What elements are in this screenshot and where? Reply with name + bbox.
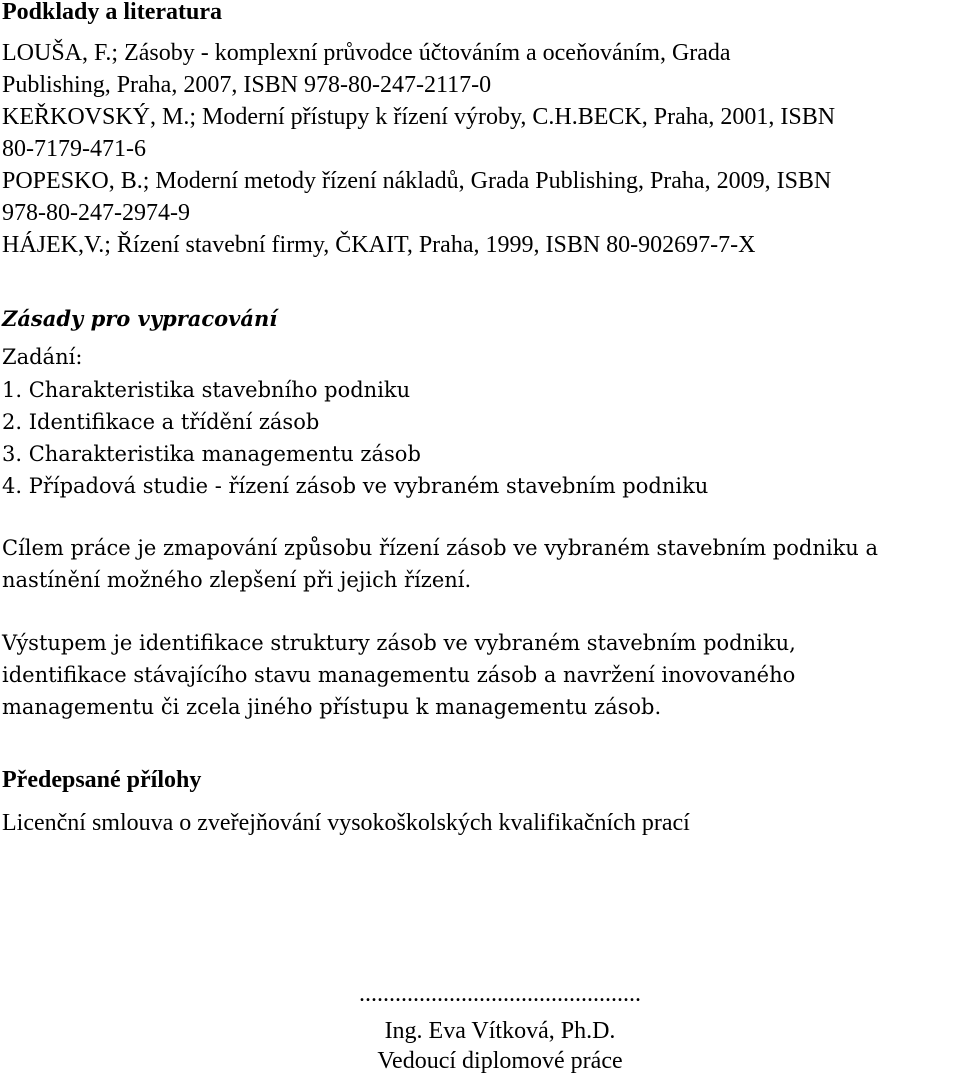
attachments-text: Licenční smlouva o zveřejňování vysokoškolských kvalifikačních prací: [2, 810, 690, 836]
assignment-label: Zadání:: [2, 345, 83, 369]
signature-name: Ing. Eva Vítková, Ph.D.: [384, 1018, 616, 1044]
literature-entry-1b: Publishing, Praha, 2007, ISBN 978-80-247-2117-0: [2, 72, 492, 98]
literature-entry-1a: LOUŠA, F.; Zásoby - komplexní průvodce účtováním a oceňováním, Grada: [2, 40, 731, 66]
principles-heading: Zásady pro vypracování: [2, 306, 278, 331]
signature-role: Vedoucí diplomové práce: [377, 1048, 623, 1074]
literature-entry-3a: POPESKO, B.; Moderní metody řízení nákladů, Grada Publishing, Praha, 2009, ISBN: [2, 168, 832, 194]
output-line-1: Výstupem je identifikace struktury zásob ve vybraném stavebním podniku,: [2, 631, 796, 655]
goal-line-1: Cílem práce je zmapování způsobu řízení zásob ve vybraném stavebním podniku a: [2, 536, 879, 560]
literature-entry-4: HÁJEK,V.; Řízení stavební firmy, ČKAIT, Praha, 1999, ISBN 80-902697-7-X: [2, 232, 756, 258]
output-line-2: identifikace stávajícího stavu managementu zásob a navržení inovovaného: [2, 663, 796, 687]
output-line-3: managementu či zcela jiného přístupu k managementu zásob.: [2, 695, 662, 719]
assignment-item-4: 4. Případová studie - řízení zásob ve vybraném stavebním podniku: [2, 474, 709, 498]
signature-line: ...............................................: [359, 981, 641, 1007]
literature-entry-3b: 978-80-247-2974-9: [2, 200, 190, 226]
literature-entry-2b: 80-7179-471-6: [2, 136, 146, 162]
attachments-heading: Předepsané přílohy: [2, 767, 202, 793]
assignment-item-1: 1. Charakteristika stavebního podniku: [2, 378, 411, 402]
literature-entry-2a: KEŘKOVSKÝ, M.; Moderní přístupy k řízení výroby, C.H.BECK, Praha, 2001, ISBN: [2, 104, 836, 130]
goal-line-2: nastínění možného zlepšení při jejich řízení.: [2, 568, 472, 592]
literature-heading: Podklady a literatura: [2, 0, 222, 25]
assignment-item-3: 3. Charakteristika managementu zásob: [2, 442, 421, 466]
assignment-item-2: 2. Identifikace a třídění zásob: [2, 410, 320, 434]
